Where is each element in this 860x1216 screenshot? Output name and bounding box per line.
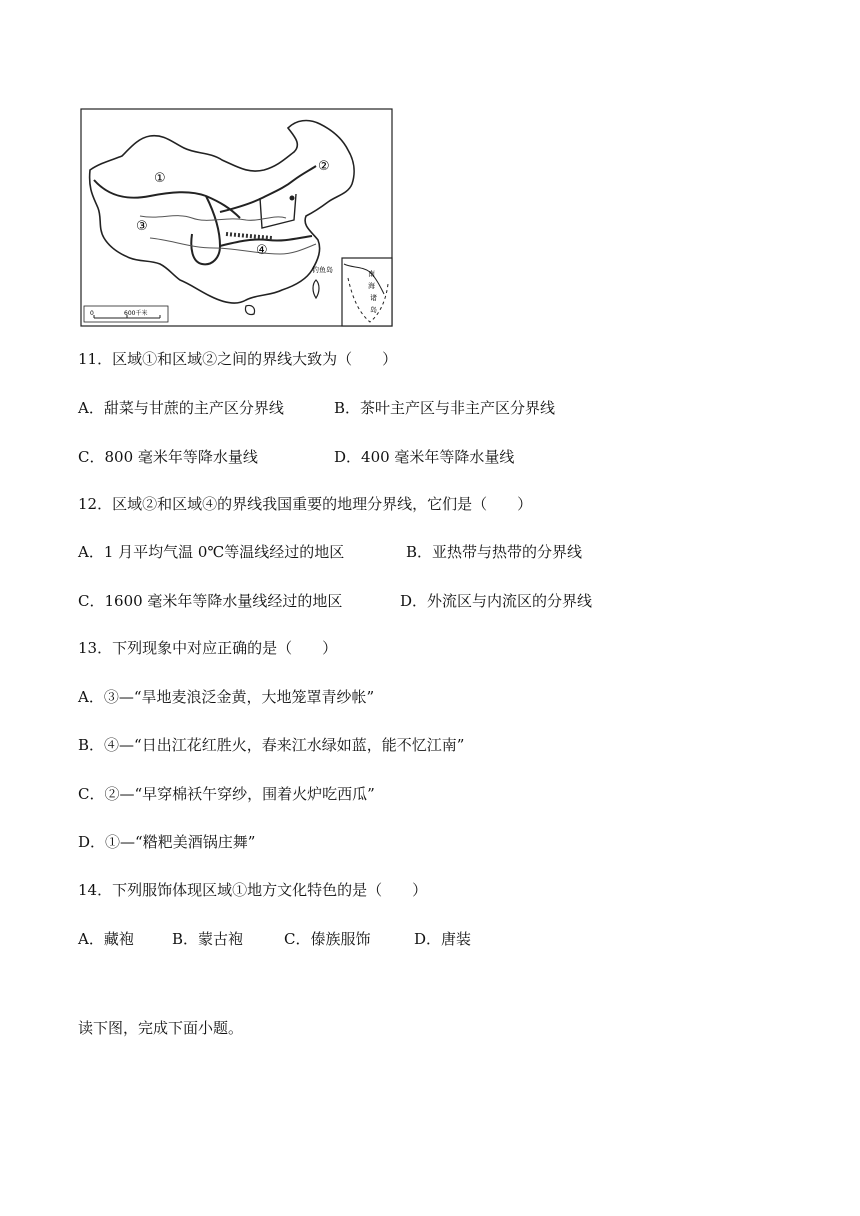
q12-option-a[interactable]: A．1 月平均气温 0℃等温线经过的地区	[78, 543, 345, 561]
q12-option-d[interactable]: D．外流区与内流区的分界线	[400, 592, 593, 610]
q12-option-c[interactable]: C．1600 毫米年等降水量线经过的地区	[78, 592, 343, 610]
q14-option-a[interactable]: A．藏袍	[78, 930, 134, 948]
q11-options-row1	[78, 398, 555, 418]
q11-stem: 11．区域①和区域②之间的界线大致为（ ）	[78, 350, 398, 368]
south-sea-label-1: 南	[368, 270, 375, 278]
q12-options-row1	[78, 542, 582, 562]
q11-options-row2	[78, 447, 514, 467]
south-sea-label-2: 海	[368, 282, 375, 290]
q11-option-b[interactable]: B．茶叶主产区与非主产区分界线	[334, 399, 556, 417]
map-svg	[80, 108, 394, 328]
q12-stem: 12．区域②和区域④的界线我国重要的地理分界线，它们是（ ）	[78, 495, 533, 513]
q11-option-c[interactable]: C．800 毫米年等降水量线	[78, 448, 258, 466]
scale-text: 600千米	[124, 310, 148, 317]
q13-option-d[interactable]: D．①—“糌粑美酒锅庄舞”	[78, 833, 256, 851]
q14-option-c[interactable]: C．傣族服饰	[284, 930, 371, 948]
reading-instruction: 读下图，完成下面小题。	[78, 1019, 244, 1037]
scale-zero: 0	[90, 310, 94, 317]
q12-options-row2	[78, 591, 592, 611]
diaoyu-label: 钓鱼岛	[312, 266, 333, 274]
q13-option-c[interactable]: C．②—“早穿棉袄午穿纱，围着火炉吃西瓜”	[78, 785, 375, 803]
q14-option-b[interactable]: B．蒙古袍	[172, 930, 244, 948]
region-label-3: ③	[136, 219, 148, 234]
q11-option-d[interactable]: D．400 毫米年等降水量线	[334, 448, 515, 466]
beijing-dot	[290, 196, 295, 201]
south-sea-label-4: 岛	[370, 306, 377, 314]
region-label-1: ①	[154, 171, 166, 186]
q12-option-b[interactable]: B．亚热带与热带的分界线	[406, 543, 583, 561]
q11-option-a[interactable]: A．甜菜与甘蔗的主产区分界线	[78, 399, 284, 417]
q14-options-row	[78, 929, 471, 949]
china-regions-map	[80, 108, 394, 328]
q14-stem: 14．下列服饰体现区域①地方文化特色的是（ ）	[78, 881, 428, 899]
q13-option-b[interactable]: B．④—“日出江花红胜火，春来江水绿如蓝，能不忆江南”	[78, 736, 465, 754]
q14-option-d[interactable]: D．唐装	[414, 930, 472, 948]
south-sea-label-3: 诸	[370, 294, 377, 302]
q13-option-a[interactable]: A．③—“旱地麦浪泛金黄，大地笼罩青纱帐”	[78, 688, 375, 706]
region-label-2: ②	[318, 159, 330, 174]
south-sea-inset	[342, 258, 392, 326]
q13-stem: 13．下列现象中对应正确的是（ ）	[78, 639, 338, 657]
region-label-4: ④	[256, 243, 268, 258]
